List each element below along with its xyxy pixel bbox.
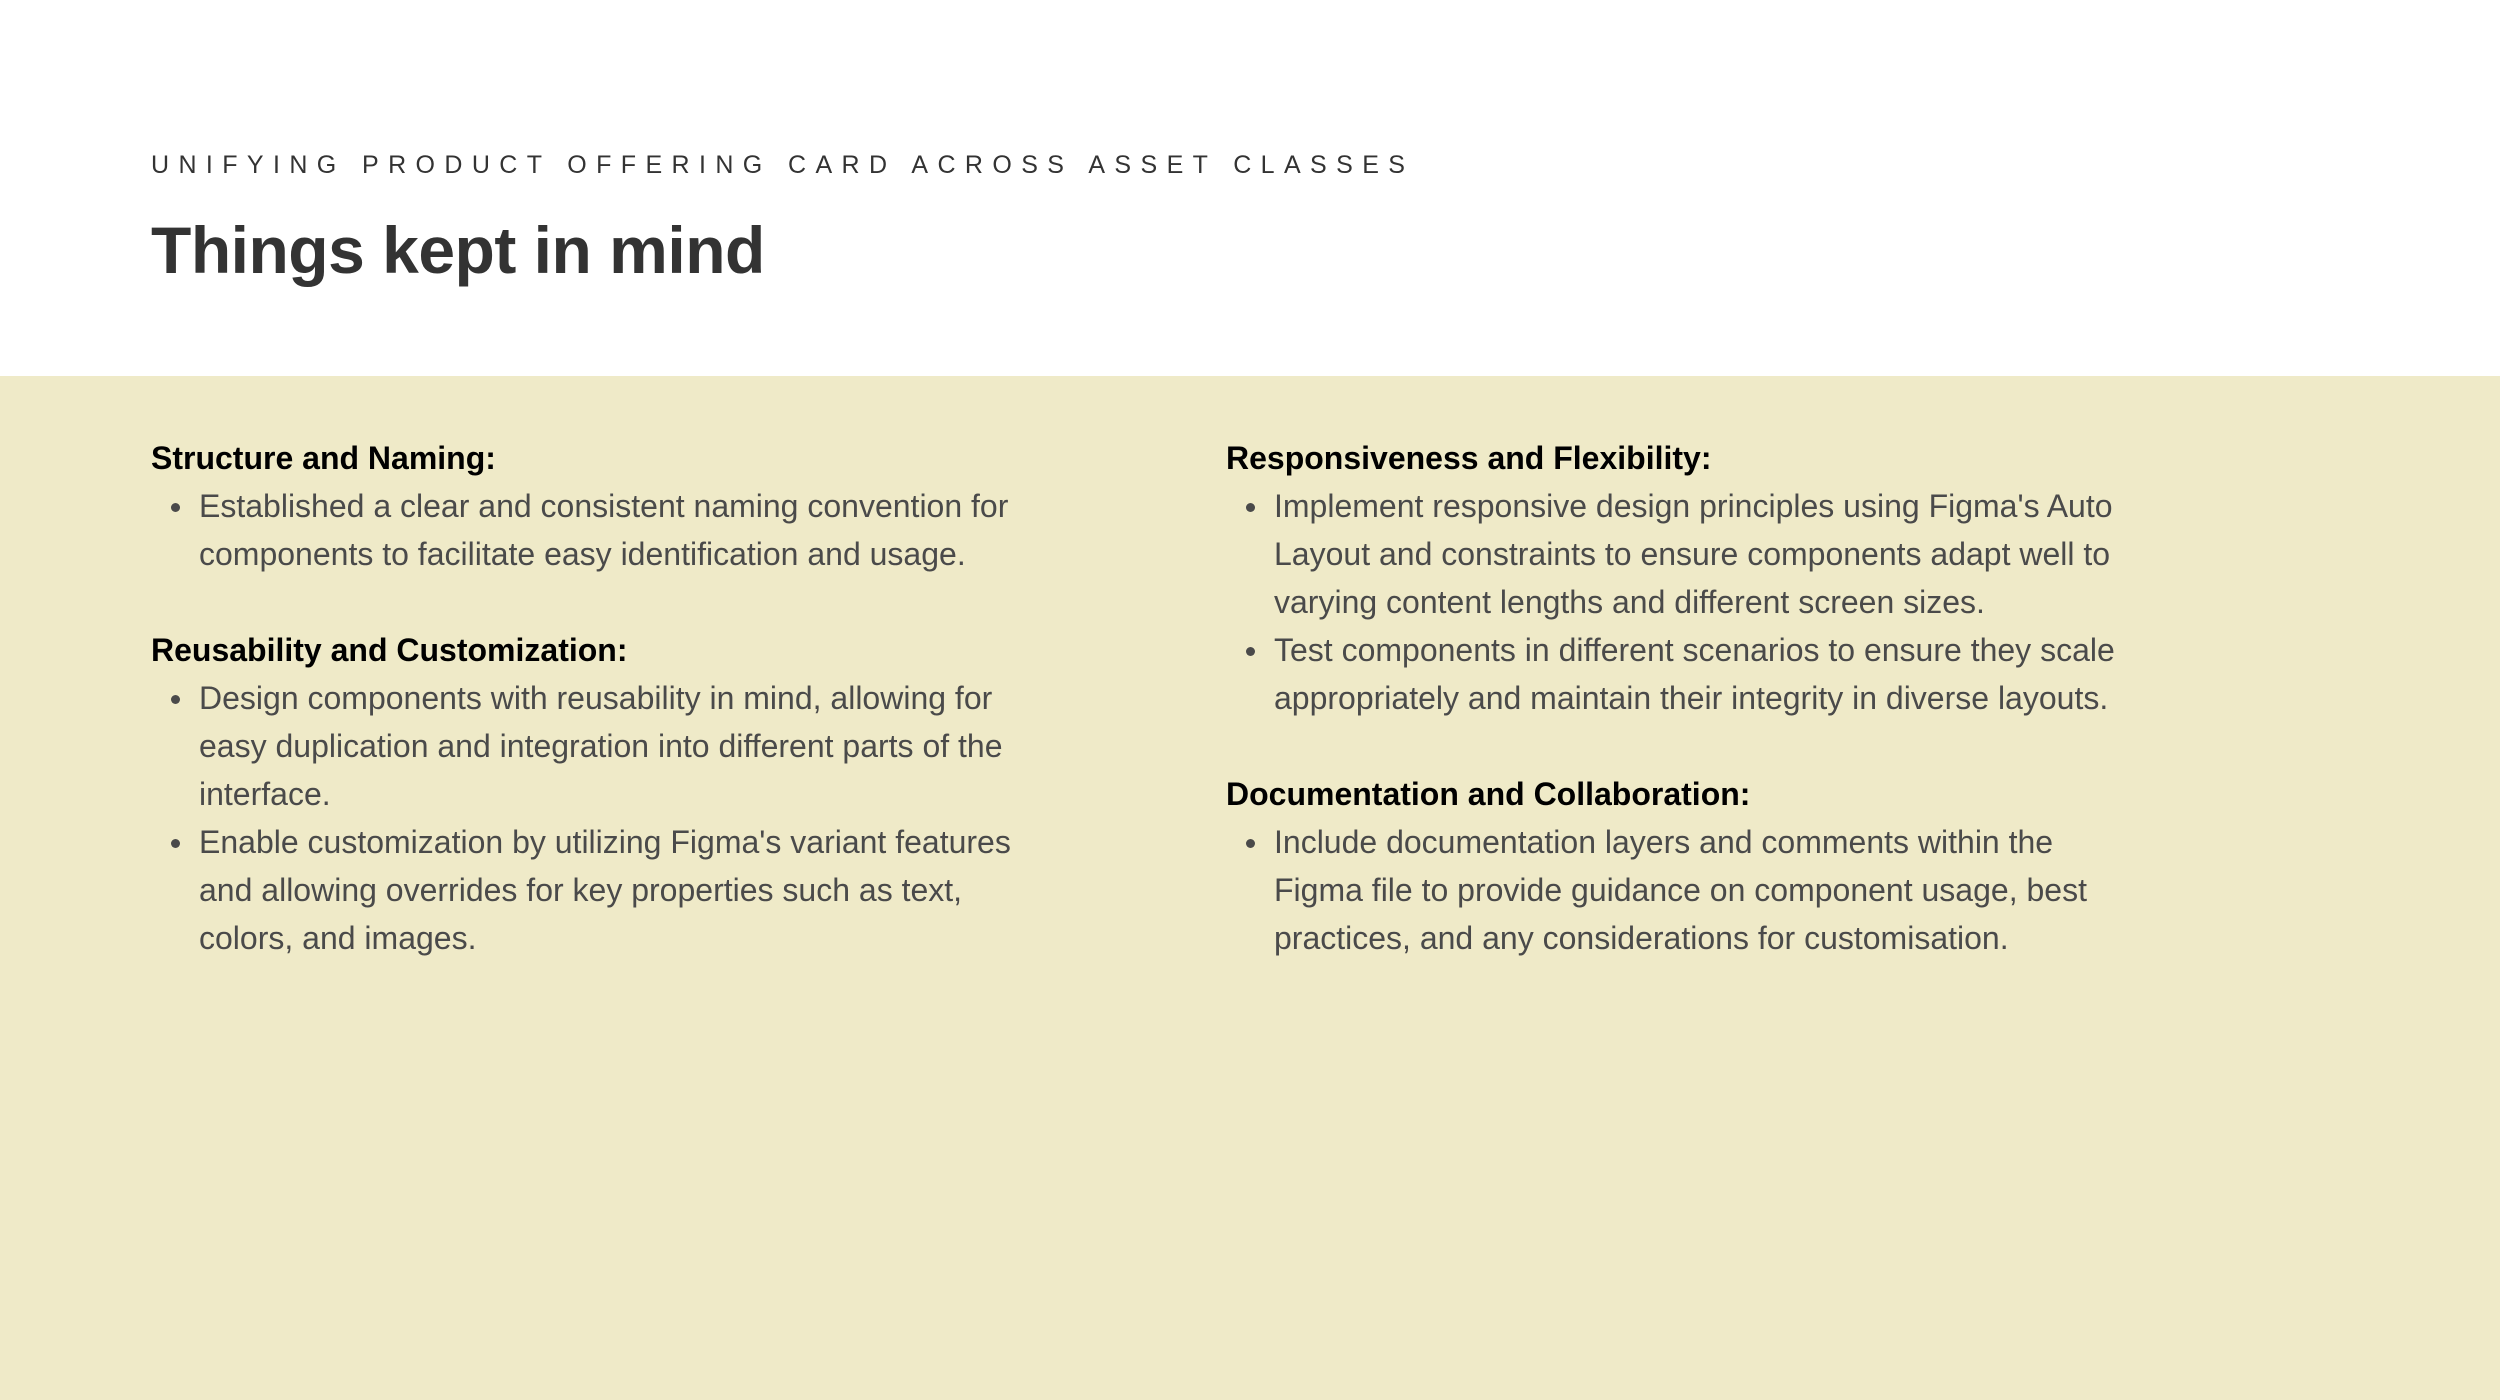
section-heading: Structure and Naming: — [151, 440, 496, 476]
right-column — [1226, 434, 2126, 1010]
bullet-item: Design components with reusability in mind, allowing for easy duplication and integration into different parts of the interface. — [151, 674, 1051, 818]
content-panel — [0, 376, 2500, 1400]
section-structure-naming — [151, 434, 1051, 578]
section-responsiveness-flexibility — [1226, 434, 2126, 722]
section-reusability-customization — [151, 626, 1051, 962]
section-heading: Reusability and Customization: — [151, 632, 628, 668]
bullet-item: Implement responsive design principles using Figma's Auto Layout and constraints to ensure components adapt well to varying content lengths and different screen sizes. — [1226, 482, 2126, 626]
bullet-item: Include documentation layers and comments within the Figma file to provide guidance on component usage, best practices, and any considerations for customisation. — [1226, 818, 2126, 962]
bullet-item: Test components in different scenarios to ensure they scale appropriately and maintain their integrity in diverse layouts. — [1226, 626, 2126, 722]
bullet-list — [151, 674, 1051, 962]
page-title: Things kept in mind — [151, 213, 765, 287]
section-documentation-collaboration — [1226, 770, 2126, 962]
bullet-list — [1226, 818, 2126, 962]
eyebrow-label: UNIFYING PRODUCT OFFERING CARD ACROSS ASSET CLASSES — [151, 151, 1415, 179]
slide-header — [0, 0, 2500, 376]
bullet-item: Enable customization by utilizing Figma's variant features and allowing overrides for key properties such as text, colors, and images. — [151, 818, 1051, 962]
bullet-list — [1226, 482, 2126, 722]
bullet-item: Established a clear and consistent naming convention for components to facilitate easy identification and usage. — [151, 482, 1051, 578]
left-column — [151, 434, 1051, 1010]
bullet-list — [151, 482, 1051, 578]
section-heading: Responsiveness and Flexibility: — [1226, 440, 1712, 476]
section-heading: Documentation and Collaboration: — [1226, 776, 1751, 812]
